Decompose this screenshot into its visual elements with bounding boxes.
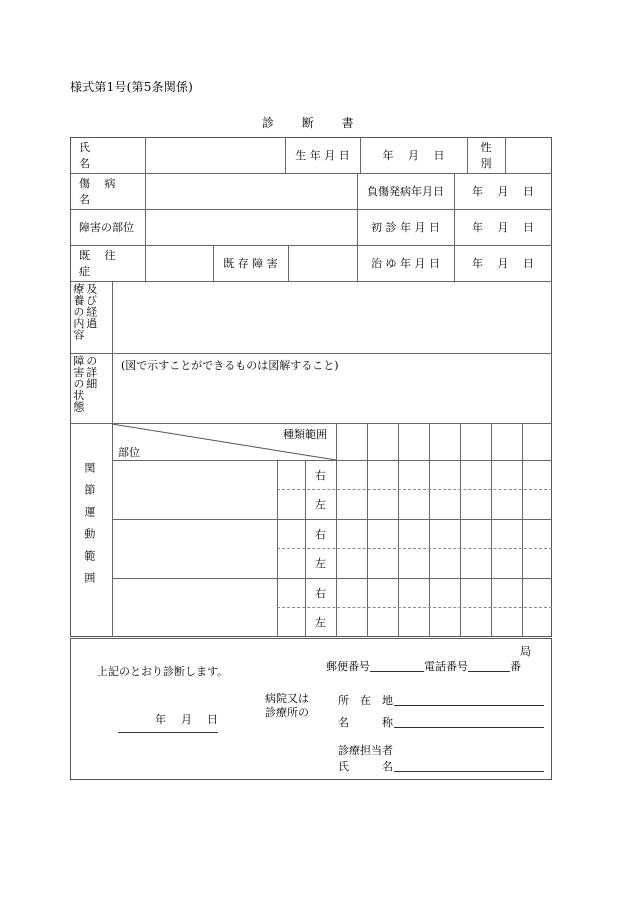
footer-institution-label-1: 病院又は <box>265 692 309 705</box>
label-name: 氏 名 <box>79 141 134 170</box>
disability-detail-note: (図で示すことができるものは図解すること) <box>121 359 339 372</box>
label-injury-date: 負傷発病年月日 <box>367 185 444 198</box>
joint-side-cell: 右 <box>315 468 326 482</box>
footer-postal-label: 郵便番号 <box>326 660 370 673</box>
joint-header-type-range: 種類範囲 <box>283 428 327 441</box>
field-first-visit-date[interactable]: 年 月 日 <box>472 221 534 234</box>
footer-date-line[interactable] <box>118 711 218 733</box>
joint-header-part: 部位 <box>118 446 140 459</box>
field-disability-detail[interactable] <box>112 353 552 423</box>
joint-header-diagonal-line <box>112 424 336 461</box>
joint-side-cell: 右 <box>315 586 326 600</box>
label-injury-name: 傷 病 名 <box>79 177 130 206</box>
joint-sub-field[interactable] <box>277 460 305 519</box>
form-number: 様式第1号(第5条関係) <box>70 80 194 94</box>
page-title: 診 断 書 <box>262 116 366 130</box>
joint-side-cell: 左 <box>315 616 326 629</box>
footer-statement: 上記のとおり診断します。 <box>97 665 229 678</box>
field-name[interactable] <box>145 137 285 173</box>
joint-sub-field[interactable] <box>277 519 305 578</box>
footer-address-label: 所 在 地 <box>338 694 393 707</box>
footer-tel-label: 電話番号 <box>424 660 468 673</box>
field-treatment-content[interactable] <box>112 281 552 353</box>
field-cured-date[interactable]: 年 月 日 <box>472 257 534 270</box>
label-existing-disability: 既 存 障 害 <box>223 257 278 270</box>
joint-part-field[interactable] <box>112 578 277 637</box>
joint-side-cell: 右 <box>315 527 326 541</box>
joint-part-field[interactable] <box>112 460 277 519</box>
footer-institution-label-2: 診療所の <box>265 706 309 719</box>
footer-address-field[interactable] <box>394 693 544 706</box>
label-birthdate: 生 年 月 日 <box>295 149 350 162</box>
treatment-label-col1: 及び経過 <box>84 283 98 329</box>
joint-part-field[interactable] <box>112 519 277 578</box>
label-cured-date: 治 ゆ 年 月 日 <box>371 257 440 270</box>
footer-institution-name-label: 名 称 <box>338 716 393 729</box>
treatment-label-col2: 療養の内容 <box>71 283 85 341</box>
footer-doctor-label: 診療担当者 <box>338 744 393 757</box>
disability-label-col1: の詳細 <box>84 355 98 390</box>
field-disability-site[interactable] <box>145 209 357 245</box>
field-sex[interactable] <box>505 137 552 173</box>
label-sex: 性別 <box>480 141 492 170</box>
label-first-visit-date: 初 診 年 月 日 <box>371 221 440 234</box>
label-disability-site: 障害の部位 <box>79 221 134 234</box>
footer-doctor-name-label: 氏 名 <box>338 760 393 773</box>
field-injury-date[interactable]: 年 月 日 <box>472 185 534 198</box>
disability-label-col2: 障害の状態 <box>71 355 85 413</box>
label-joint-range: 関節運動範囲 <box>82 462 96 594</box>
label-past-history: 既 往 症 <box>79 249 130 278</box>
footer-postal-field[interactable] <box>370 659 424 672</box>
label-disability-detail <box>72 355 110 421</box>
joint-side-cell: 左 <box>315 498 326 511</box>
footer-date-month: 月 <box>181 713 192 726</box>
field-injury-name[interactable] <box>145 173 357 209</box>
field-past-history[interactable] <box>145 245 213 281</box>
joint-sub-field[interactable] <box>277 578 305 637</box>
footer-exchange-label: 局 <box>520 645 531 658</box>
field-existing-disability[interactable] <box>288 245 357 281</box>
footer-number-label: 番 <box>510 660 521 673</box>
footer-date-day: 日 <box>207 713 218 726</box>
label-treatment-content <box>72 283 110 349</box>
joint-side-cell: 左 <box>315 557 326 570</box>
footer-institution-name-field[interactable] <box>394 715 544 728</box>
footer-tel-field[interactable] <box>468 659 510 672</box>
field-birthdate[interactable]: 年 月 日 <box>382 149 445 162</box>
footer-doctor-name-field[interactable] <box>394 759 544 772</box>
footer-date-year: 年 <box>155 713 166 726</box>
